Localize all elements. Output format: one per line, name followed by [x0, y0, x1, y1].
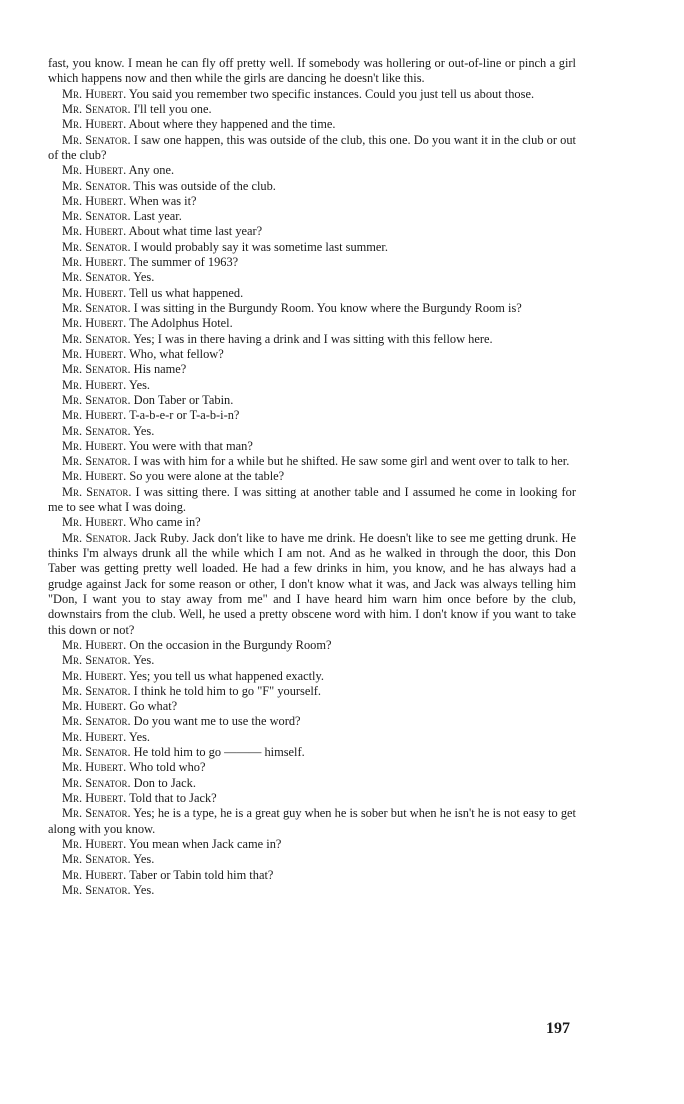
speaker-name: Mr. Senator.: [62, 775, 131, 790]
transcript-body: [48, 56, 576, 898]
transcript-paragraph: [48, 102, 576, 117]
transcript-paragraph: [48, 209, 576, 224]
speech-text: You said you remember two specific instances. Could you just tell us about those.: [128, 86, 535, 101]
speaker-name: Mr. Hubert.: [62, 285, 127, 300]
speaker-name: Mr. Senator.: [62, 392, 131, 407]
speaker-name: Mr. Senator.: [62, 852, 131, 867]
speech-text: Yes; I was in there having a drink and I was sitting with this fellow here.: [133, 331, 493, 346]
speaker-name: Mr. Senator.: [62, 423, 131, 438]
transcript-paragraph: [48, 454, 576, 469]
speech-text: About what time last year?: [128, 224, 263, 239]
speaker-name: Mr. Hubert.: [62, 836, 127, 851]
transcript-paragraph: [48, 653, 576, 668]
transcript-paragraph: [48, 638, 576, 653]
transcript-paragraph: [48, 408, 576, 423]
speaker-name: Mr. Senator.: [62, 178, 131, 193]
speech-text: Yes.: [133, 270, 155, 285]
transcript-paragraph: [48, 378, 576, 393]
speech-text: Yes.: [128, 729, 151, 744]
transcript-paragraph: [48, 56, 576, 87]
transcript-paragraph: [48, 469, 576, 484]
transcript-paragraph: [48, 332, 576, 347]
transcript-paragraph: [48, 868, 576, 883]
speech-text: His name?: [133, 362, 187, 377]
speaker-name: Mr. Hubert.: [62, 255, 127, 270]
speech-text: The Adolphus Hotel.: [129, 316, 233, 331]
speaker-name: Mr. Senator.: [62, 454, 131, 469]
speaker-name: Mr. Hubert.: [62, 224, 127, 239]
speech-text: About where they happened and the time.: [128, 117, 336, 132]
speech-text: Yes.: [128, 377, 151, 392]
speech-text: Do you want me to use the word?: [133, 714, 301, 729]
speaker-name: Mr. Senator.: [62, 239, 131, 254]
transcript-paragraph: [48, 270, 576, 285]
transcript-paragraph: [48, 347, 576, 362]
speaker-name: Mr. Senator.: [62, 530, 131, 545]
speech-text: Don to Jack.: [133, 775, 196, 790]
transcript-paragraph: [48, 699, 576, 714]
speaker-name: Mr. Senator.: [62, 331, 131, 346]
speech-text: On the occasion in the Burgundy Room?: [129, 637, 332, 652]
speaker-name: Mr. Hubert.: [62, 515, 127, 530]
speaker-name: Mr. Hubert.: [62, 867, 127, 882]
transcript-paragraph: [48, 194, 576, 209]
speech-text: Yes.: [133, 423, 155, 438]
speech-text: When was it?: [129, 193, 197, 208]
transcript-paragraph: [48, 133, 576, 164]
speaker-name: Mr. Hubert.: [62, 760, 127, 775]
speech-text: I think he told him to go "F" yourself.: [133, 683, 322, 698]
speaker-name: Mr. Hubert.: [62, 408, 127, 423]
speech-text: Who came in?: [129, 515, 201, 530]
transcript-paragraph: [48, 669, 576, 684]
speech-text: I'll tell you one.: [133, 101, 212, 116]
speech-text: Any one.: [128, 163, 175, 178]
transcript-paragraph: [48, 362, 576, 377]
speaker-name: Mr. Hubert.: [62, 163, 127, 178]
speaker-name: Mr. Senator.: [62, 683, 131, 698]
transcript-paragraph: [48, 240, 576, 255]
speech-text: Go what?: [129, 699, 178, 714]
speech-text: I was sitting there. I was sitting at another table and I assumed he come in looking for me to see what I was doing.: [48, 484, 576, 515]
speaker-name: Mr. Hubert.: [62, 117, 127, 132]
speaker-name: Mr. Hubert.: [62, 791, 127, 805]
transcript-paragraph: [48, 745, 576, 760]
speech-text: I was sitting in the Burgundy Room. You know where the Burgundy Room is?: [133, 301, 522, 315]
speech-text: Told that to Jack?: [129, 791, 217, 805]
transcript-paragraph: [48, 163, 576, 178]
speech-text: So you were alone at the table?: [129, 469, 285, 484]
speaker-name: Mr. Senator.: [62, 132, 131, 147]
transcript-paragraph: [48, 316, 576, 331]
transcript-paragraph: [48, 179, 576, 194]
transcript-paragraph: [48, 760, 576, 775]
transcript-paragraph: [48, 286, 576, 301]
speaker-name: Mr. Senator.: [62, 301, 131, 315]
transcript-paragraph: [48, 515, 576, 530]
speaker-name: Mr. Hubert.: [62, 699, 127, 714]
speaker-name: Mr. Hubert.: [62, 316, 127, 331]
transcript-paragraph: [48, 791, 576, 806]
transcript-paragraph: [48, 883, 576, 898]
speaker-name: Mr. Senator.: [62, 806, 131, 821]
speech-text: Yes.: [133, 852, 155, 867]
transcript-paragraph: [48, 393, 576, 408]
transcript-paragraph: [48, 806, 576, 837]
speaker-name: Mr. Hubert.: [62, 637, 127, 652]
transcript-paragraph: [48, 301, 576, 316]
speaker-name: Mr. Senator.: [62, 101, 131, 116]
speaker-name: Mr. Hubert.: [62, 729, 127, 744]
transcript-paragraph: [48, 255, 576, 270]
transcript-paragraph: [48, 485, 576, 516]
transcript-paragraph: [48, 117, 576, 132]
speech-text: Yes.: [133, 882, 155, 897]
speech-text: I was with him for a while but he shifted. He saw some girl and went over to talk to her.: [133, 454, 570, 469]
speech-text: You were with that man?: [128, 438, 253, 453]
transcript-paragraph: [48, 684, 576, 699]
speech-text: fast, you know. I mean he can fly off pretty well. If somebody was hollering or out-of-line or pinch a girl which happens now and then while the girls are dancing he doesn't like this.: [48, 56, 576, 86]
speaker-name: Mr. Senator.: [62, 270, 131, 285]
transcript-paragraph: [48, 837, 576, 852]
speech-text: Don Taber or Tabin.: [133, 392, 234, 407]
speaker-name: Mr. Hubert.: [62, 193, 127, 208]
speech-text: I saw one happen, this was outside of the club, this one. Do you want it in the club or out of the club?: [48, 132, 576, 162]
speaker-name: Mr. Senator.: [62, 653, 131, 668]
transcript-paragraph: [48, 714, 576, 729]
speaker-name: Mr. Hubert.: [62, 469, 127, 484]
transcript-paragraph: [48, 424, 576, 439]
speech-text: Yes; he is a type, he is a great guy when he is sober but when he isn't he is not easy to get along with you know.: [48, 806, 577, 836]
speaker-name: Mr. Hubert.: [62, 346, 127, 361]
speech-text: He told him to go ——— himself.: [133, 745, 305, 760]
speech-text: Yes; you tell us what happened exactly.: [128, 668, 324, 683]
page-number: 197: [546, 1020, 570, 1037]
transcript-paragraph: [48, 439, 576, 454]
speaker-name: Mr. Senator.: [62, 714, 131, 729]
transcript-paragraph: [48, 224, 576, 239]
speaker-name: Mr. Hubert.: [62, 668, 127, 683]
speech-text: The summer of 1963?: [129, 255, 239, 270]
speech-text: Last year.: [133, 209, 182, 224]
speech-text: I would probably say it was sometime last summer.: [133, 239, 388, 254]
speaker-name: Mr. Hubert.: [62, 438, 127, 453]
speaker-name: Mr. Senator.: [62, 362, 131, 377]
speaker-name: Mr. Senator.: [62, 745, 131, 760]
transcript-paragraph: [48, 87, 576, 102]
transcript-paragraph: [48, 852, 576, 867]
speaker-name: Mr. Senator.: [62, 209, 131, 224]
speaker-name: Mr. Senator.: [62, 484, 132, 499]
speech-text: Tell us what happened.: [129, 285, 244, 300]
speech-text: Who, what fellow?: [129, 346, 224, 361]
speech-text: Taber or Tabin told him that?: [129, 867, 274, 882]
speech-text: This was outside of the club.: [133, 178, 276, 193]
speaker-name: Mr. Hubert.: [62, 377, 127, 392]
speaker-name: Mr. Senator.: [62, 882, 131, 897]
transcript-paragraph: [48, 531, 576, 638]
speech-text: Yes.: [133, 653, 155, 668]
speech-text: T-a-b-e-r or T-a-b-i-n?: [129, 408, 240, 423]
transcript-paragraph: [48, 776, 576, 791]
speech-text: Who told who?: [129, 760, 206, 775]
speech-text: You mean when Jack came in?: [128, 836, 282, 851]
speech-text: Jack Ruby. Jack don't like to have me drink. He doesn't like to see me getting drunk. He thinks I'm always drunk all the while which I am not. And as he walked in through the door, this Don Taber was getting pretty well loaded. He had a few drinks in him, you know, and he has always had a grudge against Jack for some reason or other, I don't know what it was, and Jack was always telling him "Don, I want you to stay away from me" and I have heard him warn him once before by the club, downstairs from the club. Well, he used a pretty obscene word with him. I don't know if you want to take this down or not?: [48, 530, 576, 637]
transcript-paragraph: [48, 730, 576, 745]
speaker-name: Mr. Hubert.: [62, 86, 127, 101]
